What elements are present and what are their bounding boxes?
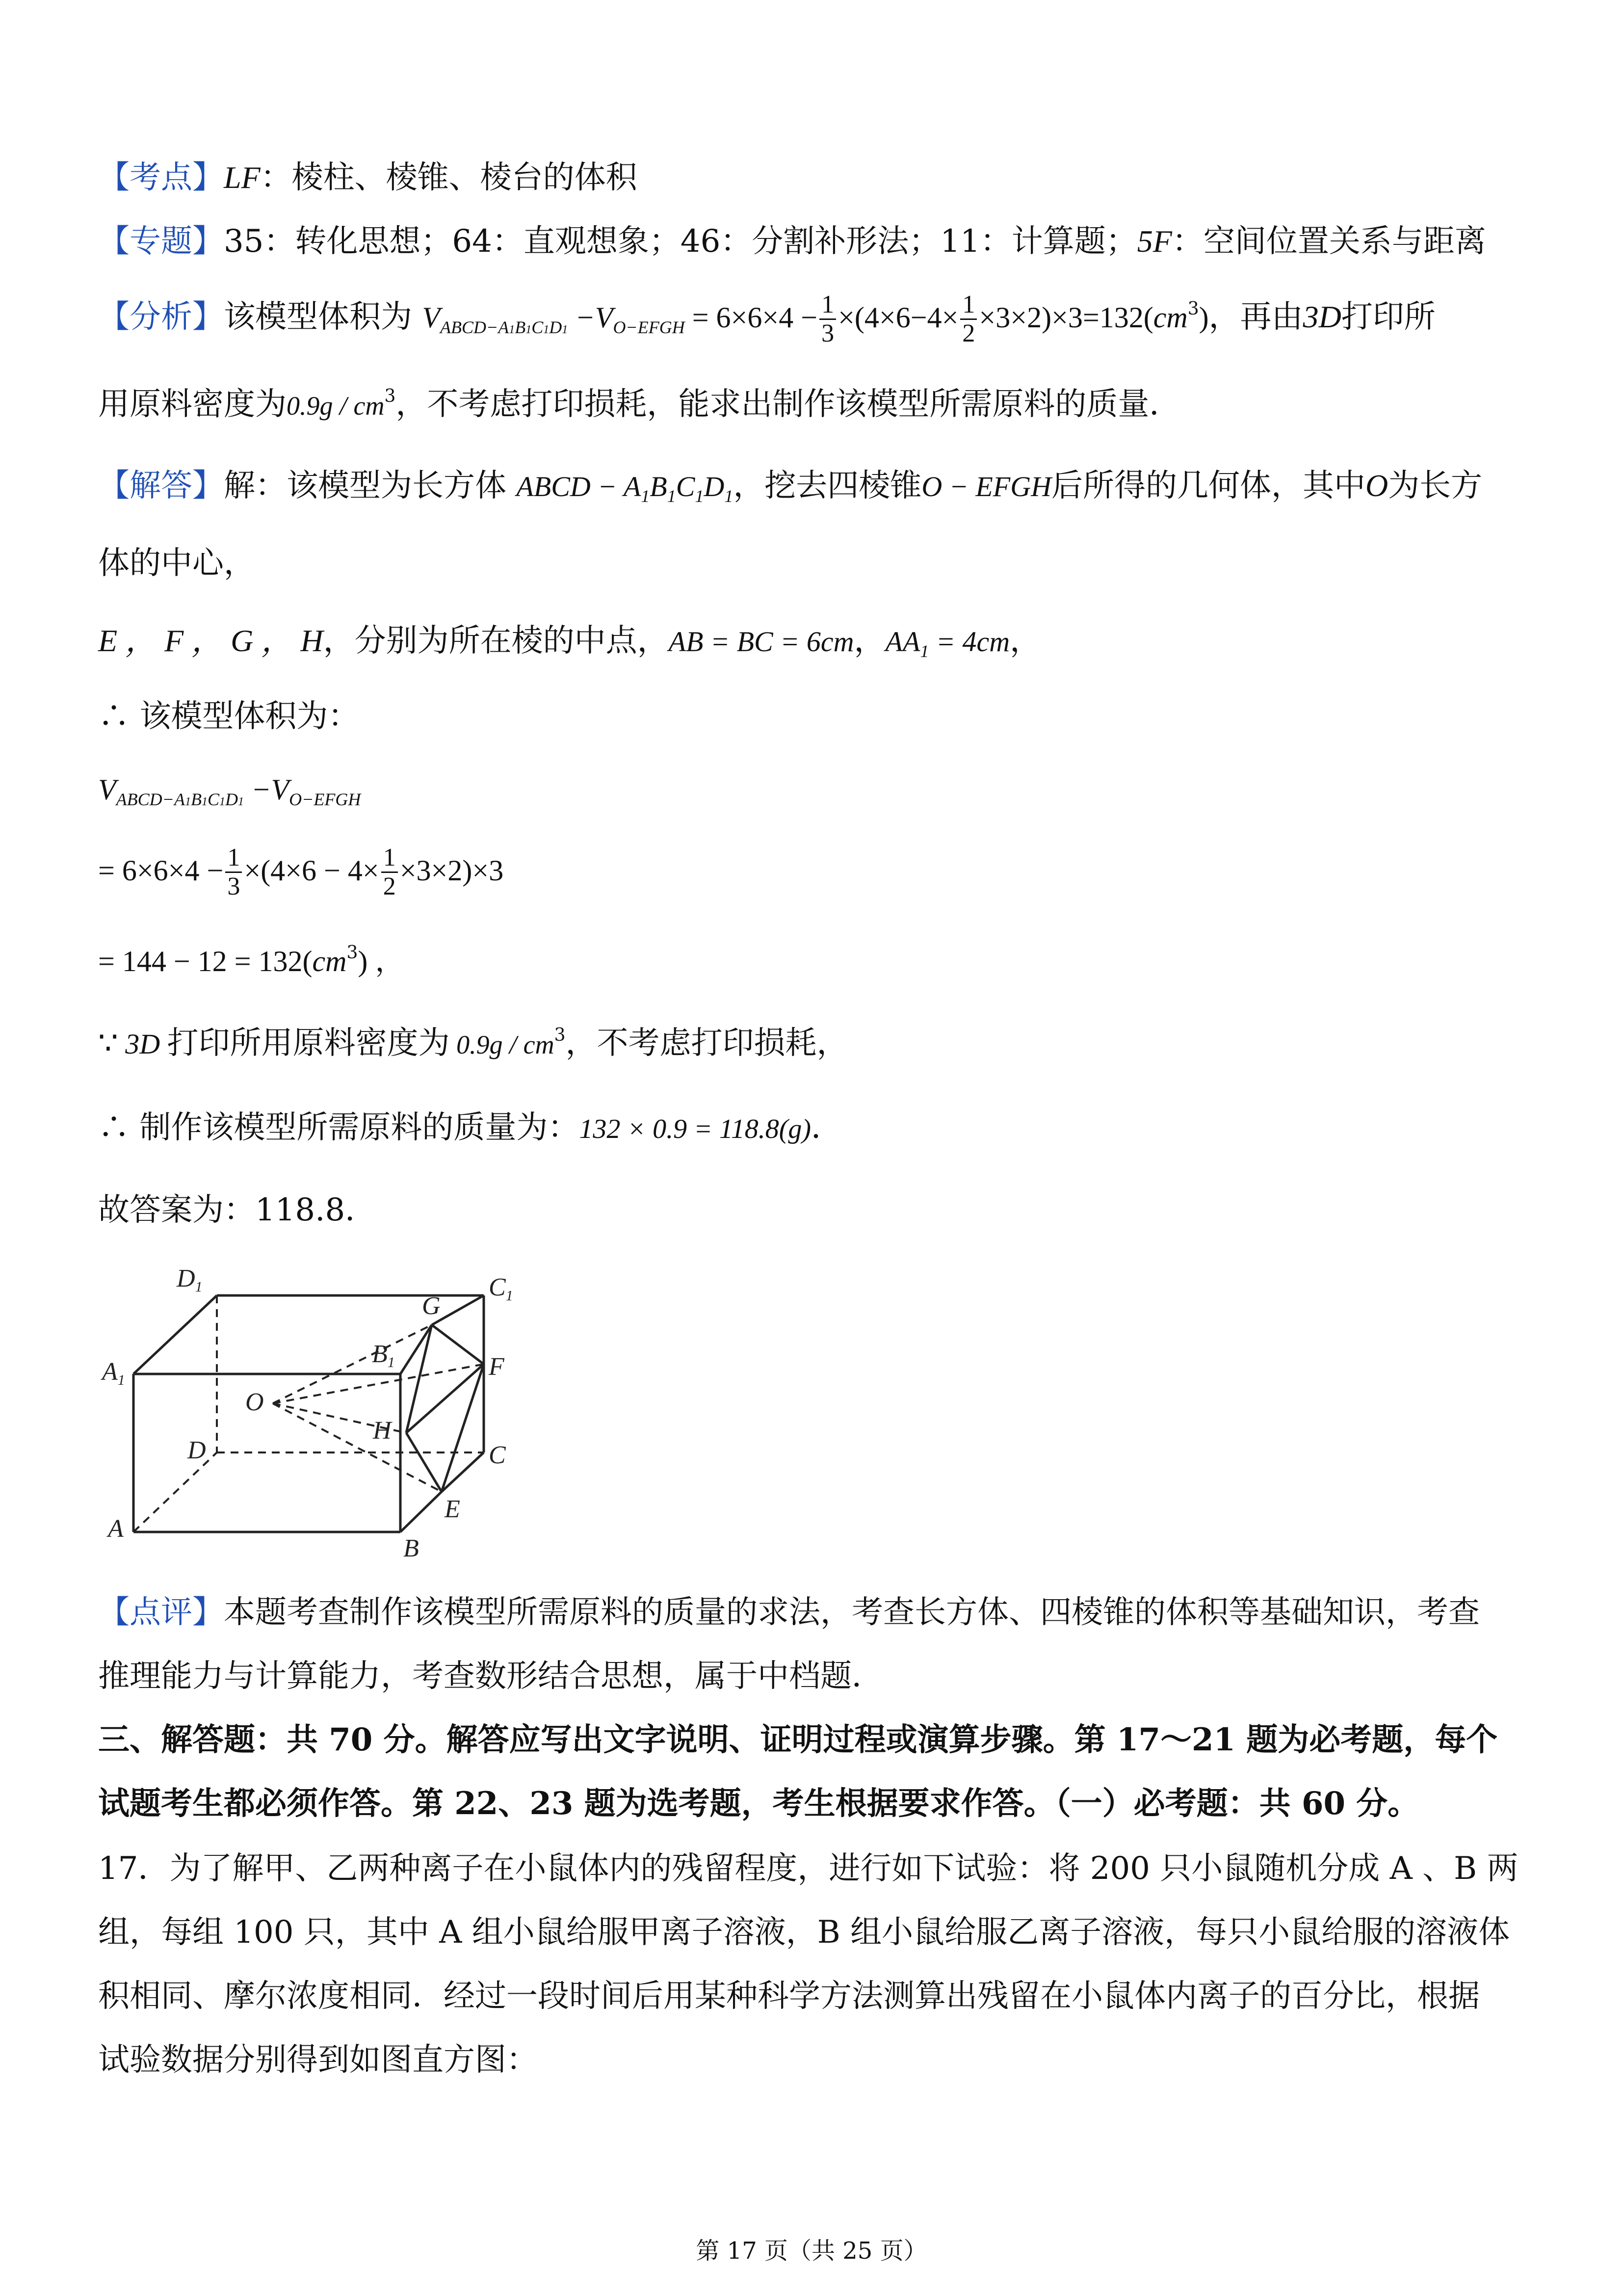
jieda-because: ∵ 3D 打印所用原料密度为 $0.9g / cm^3$，不考虑打印损耗，	[98, 1025, 848, 1061]
jieda-answer: 故答案为：118.8．	[98, 1192, 377, 1228]
dianping-line2: 推理能力与计算能力，考查数形结合思想，属于中档题．	[98, 1658, 883, 1694]
section3-line2: 试题考生都必须作答。第 22、23 题为选考题，考生根据要求作答。（一）必考题：共 60 分。	[98, 1785, 1419, 1822]
dianping-text1: 本题考查制作该模型所需原料的质量的求法，考查长方体、四棱锥的体积等基础知识，考查	[224, 1594, 1480, 1631]
jieda-end: ，	[1010, 623, 1042, 659]
fenxi-line1: 【分析】该模型体积为 $V_{ABCD-A1B1C1D1} -V_{O-EFGH} = 6\times 6\times 4$ − $\frac{1}{3}$ ×(4×6−4× $\frac{1}{2}$ $\times 3\times 2)\times 3=132(cm^3)$，再由3D打印所	[98, 290, 1436, 347]
q17-line4: 试验数据分别得到如图直方图：	[98, 2042, 538, 2078]
fenxi-line2-a: 用原料密度为	[98, 386, 287, 422]
kaodian-line	[98, 158, 637, 197]
zhuanti-tag: 【专题】	[98, 223, 224, 260]
fenxi-line2-b: ，不考虑打印损耗，能求出制作该模型所需原料的质量．	[395, 386, 1181, 422]
q17-line3: 积相同、摩尔浓度相同．经过一段时间后用某种科学方法测算出残留在小鼠体内离子的百分比，根据	[98, 1978, 1480, 2014]
edge-e-b	[400, 1492, 442, 1532]
jieda-points: E ， F ， G ， H	[98, 623, 323, 658]
jieda-expr-line2: = 6×6×4 − $\frac{1}{3}$ ×(4×6 − 4× $\frac{1}{2}$ ×3×2)×3	[98, 844, 504, 900]
label-f: F	[489, 1353, 504, 1381]
jieda-expr-line3: = $144 - 12 = 132(cm^3)$ ，	[98, 943, 405, 977]
zhuanti-code: 5F	[1137, 224, 1172, 259]
fenxi-density: 0.9g / cm	[287, 391, 385, 421]
jieda-a: 解：该模型为长方体	[224, 468, 506, 504]
fenxi-formula-tail2: ×3×2)×3=132(	[979, 301, 1153, 334]
label-h: H	[373, 1417, 392, 1445]
edge-a1-d1	[133, 1295, 217, 1374]
edge-g-f	[432, 1325, 484, 1364]
kaodian-tag: 【考点】	[98, 159, 224, 196]
fenxi-after: ，再由	[1208, 299, 1303, 335]
zhuanti-line	[98, 222, 1486, 261]
jieda-line1	[98, 466, 1482, 516]
jieda-c: 后所得的几何体，其中	[1051, 468, 1365, 504]
jieda-eq2: $AA_1 = 4cm$	[885, 626, 1010, 661]
jieda-eq1: AB = BC = 6cm	[668, 626, 854, 658]
fenxi-formula-tail: ×(4×6−4×	[838, 301, 959, 334]
label-g: G	[422, 1292, 441, 1320]
jieda-expr-line1: $V_{ABCD-A1B1C1D1} -V_{O-EFGH}$	[98, 773, 361, 809]
q17-line1: 17．为了解甲、乙两种离子在小鼠体内的残留程度，进行如下试验：将 200 只小鼠随机分成 A 、B 两	[98, 1850, 1518, 1887]
label-a: A	[108, 1515, 124, 1543]
label-c1: C1	[489, 1273, 513, 1304]
jieda-solid: ABCD − $A_1B_1C_1D_1$	[516, 471, 733, 506]
label-b: B	[403, 1534, 419, 1560]
jieda-d: 为长方	[1388, 468, 1483, 504]
fraction-one-half: $\frac{1}{2}$	[960, 291, 977, 347]
label-o: O	[245, 1388, 264, 1416]
edge-a-d-dashed	[133, 1452, 217, 1532]
zhuanti-text2: ：空间位置关系与距离	[1172, 223, 1486, 260]
fenxi-line2: 用原料密度为$0.9g / cm^3$，不考虑打印损耗，能求出制作该模型所需原料的质量．	[98, 386, 1181, 422]
kaodian-code: LF	[224, 160, 261, 195]
fraction-one-third: $\frac{1}{3}$	[819, 291, 836, 347]
jieda-sep: ，	[854, 623, 886, 659]
cuboid-figure	[98, 1246, 540, 1560]
fenxi-end1: 打印所	[1341, 299, 1436, 335]
fenxi-tag: 【分析】	[98, 299, 224, 335]
label-d1: D1	[177, 1265, 203, 1295]
section3-line1: 三、解答题：共 70 分。解答应写出文字说明、证明过程或演算步骤。第 17～21 题为必考题，每个	[98, 1721, 1498, 1758]
edge-o-f-dashed	[273, 1364, 484, 1403]
jieda-line2: 体的中心，	[98, 545, 255, 581]
jieda-therefore2: ∴ 制作该模型所需原料的质量为：132 × 0.9 = 118.8(g)．	[98, 1109, 843, 1146]
kaodian-text: ：棱柱、棱锥、棱台的体积	[260, 159, 637, 196]
fenxi-unit: cm	[1153, 301, 1188, 334]
dianping-line1	[98, 1593, 1480, 1632]
label-b1: B1	[372, 1340, 395, 1371]
jieda-line3-mid: ，分别为所在棱的中点，	[323, 623, 669, 659]
jieda-o: O	[1365, 468, 1388, 503]
label-d: D	[187, 1436, 206, 1464]
q17-line2: 组，每组 100 只，其中 A 组小鼠给服甲离子溶液，B 组小鼠给服乙离子溶液，每只小鼠给服的溶液体	[98, 1914, 1510, 1951]
jieda-pyramid: O − EFGH	[921, 471, 1051, 502]
edge-g-h	[406, 1325, 432, 1433]
jieda-b: ，挖去四棱锥	[733, 468, 922, 504]
label-a1: A1	[102, 1358, 125, 1388]
label-c: C	[489, 1441, 506, 1469]
dianping-tag: 【点评】	[98, 1594, 224, 1631]
zhuanti-text: 35：转化思想；64：直观想象；46：分割补形法；11：计算题；	[224, 223, 1137, 260]
page-footer: 第 17 页（共 25 页）	[696, 2237, 927, 2265]
jieda-line3	[98, 621, 1041, 671]
jieda-tag: 【解答】	[98, 468, 224, 504]
jieda-therefore1: ∴ 该模型体积为：	[98, 698, 360, 735]
fenxi-3d: 3D	[1303, 299, 1341, 334]
label-e: E	[445, 1495, 460, 1523]
fenxi-formula: $V_{ABCD-A1B1C1D1} -V_{O-EFGH}$	[422, 301, 685, 337]
fenxi-lead: 该模型体积为	[224, 299, 412, 335]
